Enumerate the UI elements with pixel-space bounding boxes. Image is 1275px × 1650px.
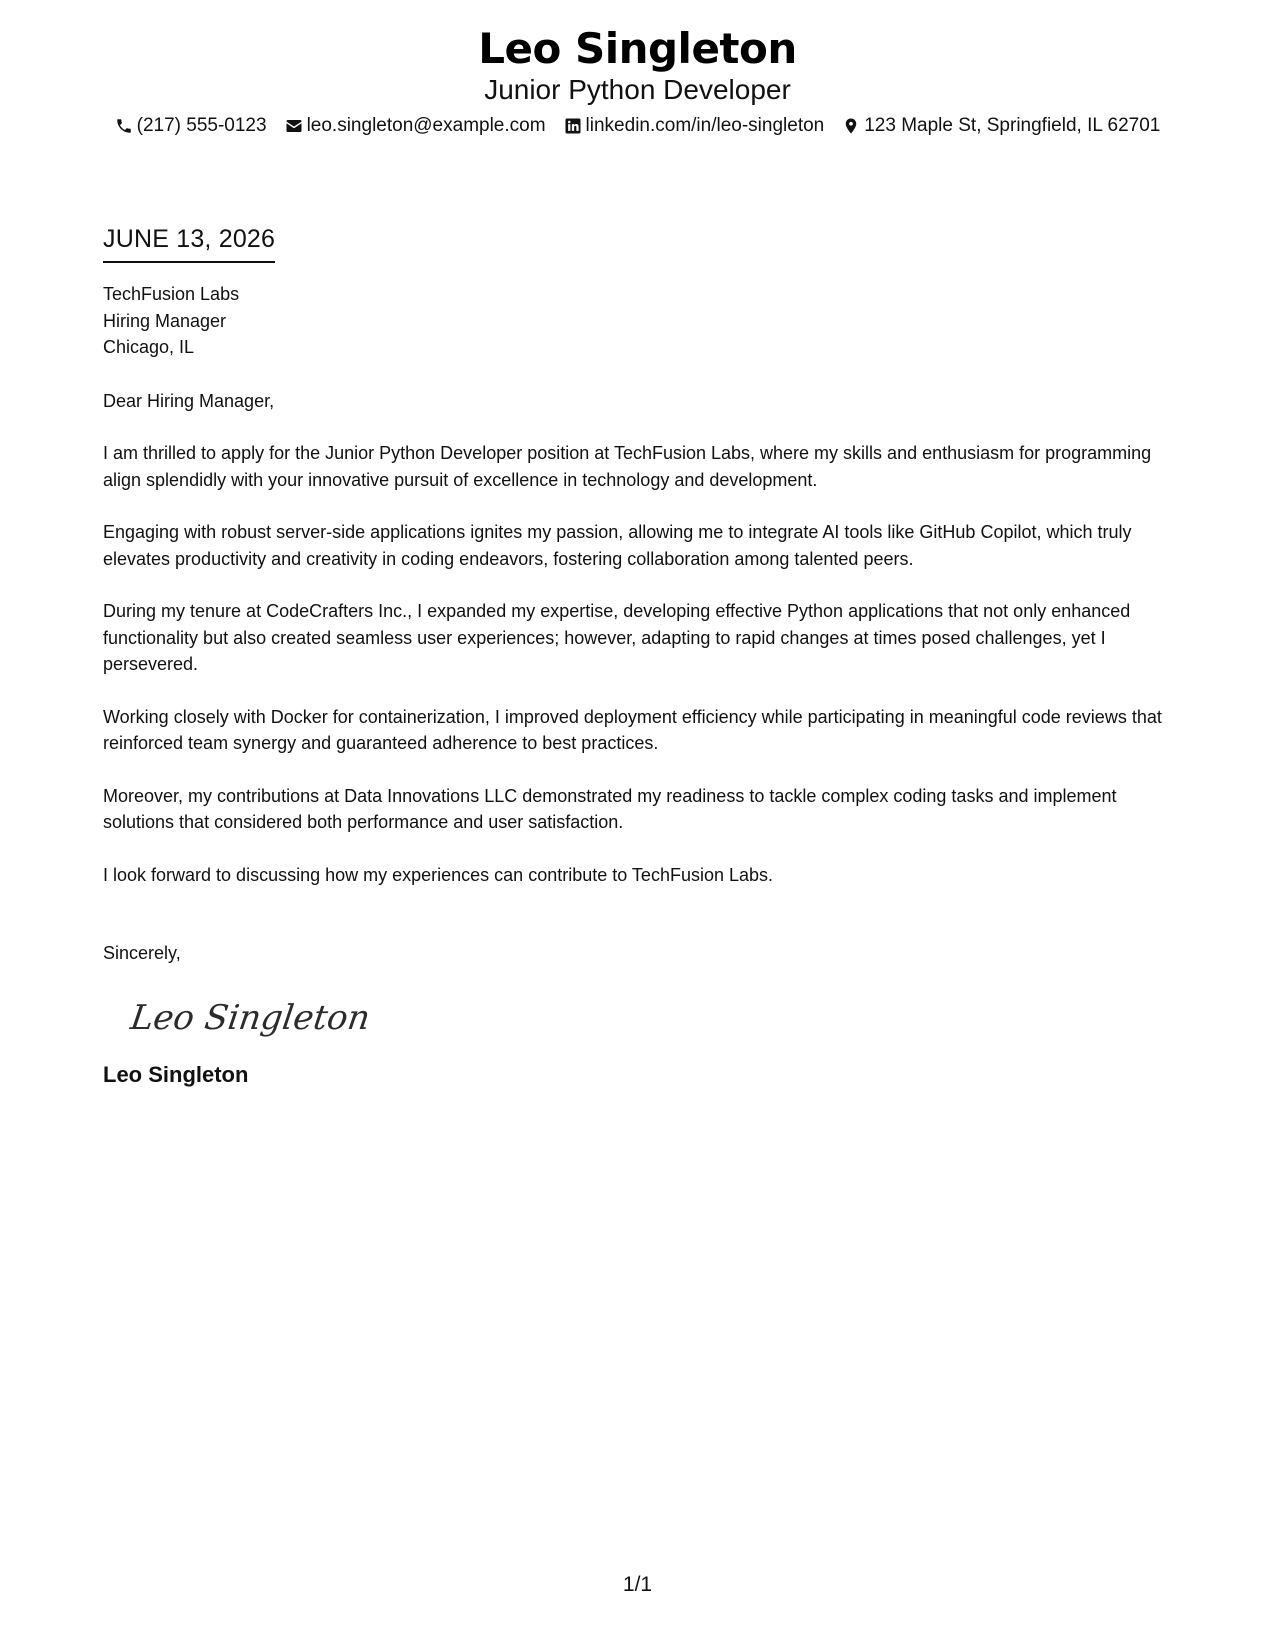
applicant-name: Leo Singleton [478, 24, 797, 73]
letter-body [103, 222, 1178, 1089]
body-paragraph: I am thrilled to apply for the Junior Python Developer position at TechFusion Labs, where my skills and enthusiasm for programming align splendidly with your innovative pursuit of excellence in technology and development. [103, 443, 1152, 490]
map-pin-icon [842, 117, 860, 135]
signature-image [128, 989, 373, 1049]
contact-info [0, 114, 1275, 138]
page-number: 1/1 [622, 1573, 653, 1596]
linkedin-text: linkedin.com/in/leo-singleton [585, 115, 825, 136]
phone-icon [115, 117, 133, 135]
body-paragraph: During my tenure at CodeCrafters Inc., I expanded my expertise, developing effective Python applications that not only enhanced functionality but also created seamless user experiences; however, adapting to rapid changes at times posed challenges, yet I persevered. [103, 601, 1131, 674]
letter-date: JUNE 13, 2026 [103, 222, 275, 263]
linkedin-icon [564, 117, 582, 135]
email-text: leo.singleton@example.com [306, 115, 546, 136]
signed-name: Leo Singleton [103, 1061, 249, 1087]
recipient-block [103, 281, 1178, 361]
envelope-icon [285, 117, 303, 135]
signature-text: Leo Singleton [128, 997, 373, 1038]
letter-header [0, 22, 1275, 138]
phone-text: (217) 555-0123 [136, 115, 267, 136]
contact-address [842, 114, 1160, 138]
job-title: Junior Python Developer [484, 74, 791, 105]
contact-linkedin [564, 114, 825, 138]
body-paragraph: Moreover, my contributions at Data Innovations LLC demonstrated my readiness to tackle complex coding tasks and implement solutions that considered both performance and user satisfaction. [103, 785, 1117, 832]
contact-phone [115, 114, 267, 138]
body-paragraph: I look forward to discussing how my experiences can contribute to TechFusion Labs. [103, 864, 774, 885]
body-paragraph: Working closely with Docker for containerization, I improved deployment efficiency while participating in meaningful code reviews that reinforced team synergy and guaranteed adherence to best practices. [103, 706, 1162, 753]
recipient-role: Hiring Manager [103, 310, 227, 331]
recipient-location: Chicago, IL [103, 337, 195, 357]
recipient-company: TechFusion Labs [103, 284, 240, 304]
closing: Sincerely, [103, 943, 181, 963]
contact-email [285, 114, 546, 138]
body-paragraph: Engaging with robust server-side applications ignites my passion, allowing me to integrate AI tools like GitHub Copilot, which truly elevates productivity and creativity in coding endeavors, fostering collaboration among talented peers. [103, 522, 1132, 569]
salutation: Dear Hiring Manager, [103, 390, 275, 411]
address-text: 123 Maple St, Springfield, IL 62701 [864, 115, 1161, 136]
